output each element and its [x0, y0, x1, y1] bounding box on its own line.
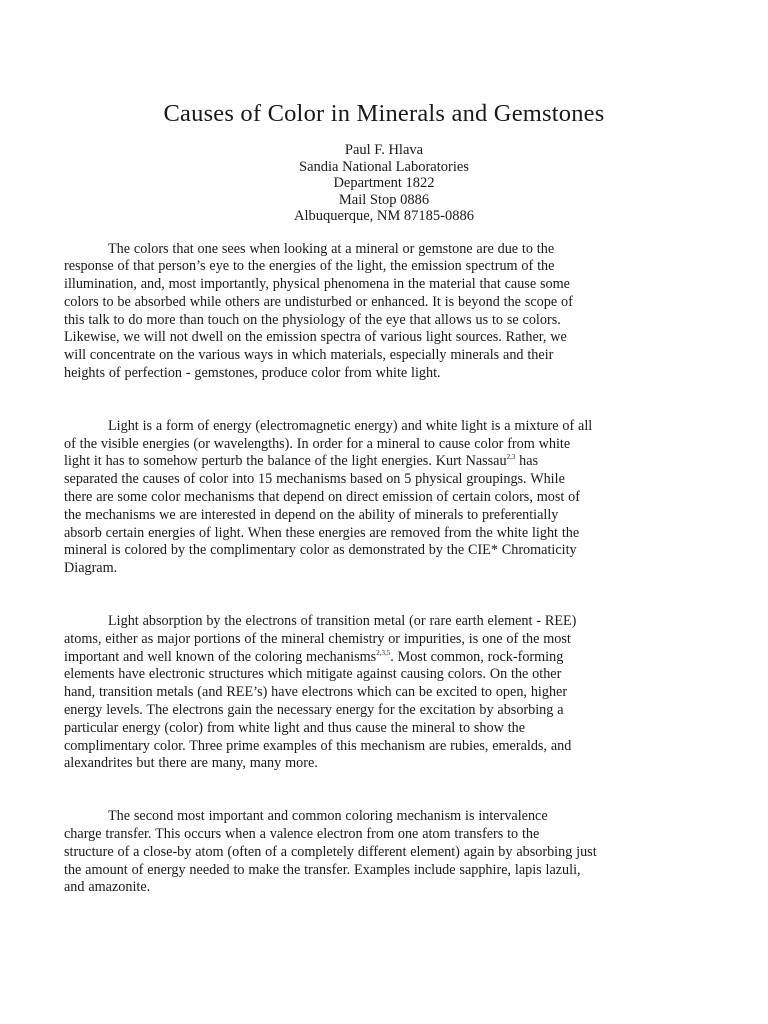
- paragraph-line: illumination, and, most importantly, physical phenomena in the material that cause some: [64, 276, 570, 293]
- paragraph-line: charge transfer. This occurs when a valence electron from one atom transfers to the: [64, 826, 540, 843]
- paragraph-line: particular energy (color) from white light and thus cause the mineral to show the: [64, 719, 526, 736]
- paragraph-line: Light is a form of energy (electromagnetic energy) and white light is a mixture of all: [108, 417, 593, 434]
- line-text-continued: has: [515, 453, 539, 470]
- paragraph-line: Likewise, we will not dwell on the emission spectra of various light sources. Rather, we: [64, 329, 567, 346]
- paragraph-gap: [64, 578, 704, 613]
- paragraph-line: colors to be absorbed while others are undisturbed or enhanced. It is beyond the scope of: [64, 293, 573, 310]
- author-mail-stop: Mail Stop 0886: [338, 191, 430, 208]
- paragraph-line: the amount of energy needed to make the transfer. Examples include sapphire, lapis lazuli,: [64, 861, 581, 878]
- paragraph-3: [64, 613, 704, 773]
- paragraph-1: [64, 241, 704, 383]
- author-department: Department 1822: [333, 175, 435, 191]
- document-page: [64, 100, 704, 897]
- paragraph-line: Diagram.: [64, 560, 118, 577]
- paragraph-line: absorb certain energies of light. When these energies are removed from the white light the: [64, 524, 580, 541]
- paragraph-line: structure of a close-by atom (often of a completely different element) again by absorbing just: [64, 843, 597, 860]
- paragraph-line: and amazonite.: [64, 879, 151, 896]
- paragraph-line: The second most important and common coloring mechanism is intervalence: [108, 808, 548, 825]
- paragraph-line: will concentrate on the various ways in which materials, especially minerals and their: [64, 347, 554, 364]
- line-text: important and well known of the coloring mechanisms: [64, 648, 377, 665]
- paragraph-line: the mechanisms we are interested in depend on the ability of minerals to preferentially: [64, 506, 559, 523]
- paragraph-line: heights of perfection - gemstones, produce color from white light.: [64, 365, 441, 382]
- author-city: Albuquerque, NM 87185-0886: [293, 208, 475, 224]
- line-text-continued: . Most common, rock-forming: [390, 648, 564, 665]
- paragraph-line: this talk to do more than touch on the physiology of the eye that allows us to se colors.: [64, 311, 561, 328]
- paragraph-line: complimentary color. Three prime examples of this mechanism are rubies, emeralds, and: [64, 737, 572, 754]
- paragraph-line: there are some color mechanisms that depend on direct emission of certain colors, most of: [64, 489, 580, 506]
- paragraph-gap: [64, 383, 704, 418]
- paragraph-line: hand, transition metals (and REE’s) have electrons which can be excited to open, higher: [64, 684, 568, 701]
- paragraph-4: [64, 808, 704, 897]
- paragraph-line: Light absorption by the electrons of transition metal (or rare earth element - REE): [108, 613, 577, 630]
- paragraph-line: of the visible energies (or wavelengths). In order for a mineral to cause color from white: [64, 435, 571, 452]
- author-organization: Sandia National Laboratories: [299, 158, 469, 175]
- paragraph-line: response of that person’s eye to the energies of the light, the emission spectrum of the: [64, 258, 555, 275]
- paragraph-line: elements have electronic structures which mitigate against causing colors. On the other: [64, 666, 562, 683]
- paragraph-line: alexandrites but there are many, many more.: [64, 755, 318, 772]
- citation-superscript: 2,3,5: [376, 648, 391, 657]
- paragraph-line: separated the causes of color into 15 mechanisms based on 5 physical groupings. While: [64, 471, 565, 488]
- paragraph-gap: [64, 773, 704, 808]
- document-title: Causes of Color in Minerals and Gemstones: [163, 100, 605, 127]
- author-block: [64, 142, 704, 225]
- line-text: light it has to somehow perturb the balance of the light energies. Kurt Nassau: [64, 453, 507, 470]
- paragraph-line: The colors that one sees when looking at a mineral or gemstone are due to the: [108, 240, 555, 257]
- citation-superscript: 2,3: [506, 453, 516, 462]
- paragraph-line: energy levels. The electrons gain the necessary energy for the excitation by absorbing a: [64, 702, 564, 719]
- paragraph-line-with-citation: [64, 453, 704, 471]
- paragraph-line: mineral is colored by the complimentary color as demonstrated by the CIE* Chromaticity: [64, 542, 577, 559]
- paragraph-line-with-citation: [64, 649, 704, 667]
- author-name: Paul F. Hlava: [344, 142, 424, 158]
- paragraph-2: [64, 418, 704, 578]
- paragraph-line: atoms, either as major portions of the mineral chemistry or impurities, is one of the most: [64, 630, 571, 647]
